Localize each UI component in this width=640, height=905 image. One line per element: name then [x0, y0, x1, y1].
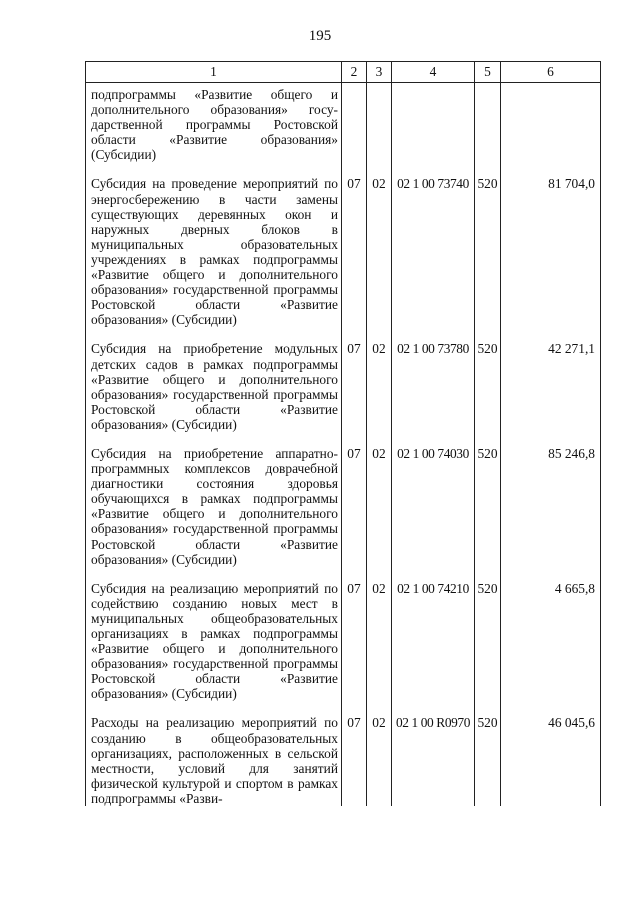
- row-amount: [501, 83, 601, 163]
- budget-table: [85, 61, 601, 806]
- row-expense-type: 520: [475, 341, 501, 432]
- row-subsection: [367, 83, 392, 163]
- table-row: [86, 581, 601, 702]
- row-expense-type: 520: [475, 176, 501, 327]
- row-subsection: 02: [367, 581, 392, 702]
- row-section: 07: [342, 715, 367, 806]
- row-name: Субсидия на приобретение аппаратно-программных комплексов доврачебной диагностики состояния здоровья обучающихся в рамках подпрограммы «Развитие общего и дополнительного образования» государственной программы Ростовской области «Развитие образования» (Субсидии): [86, 446, 342, 567]
- table-row: [86, 83, 601, 163]
- row-name: Расходы на реализацию мероприятий по созданию в общеобразовательных организациях, расположенных в сельской местности, условий для занятий физической культурой и спортом в рамках подпрограммы «Разви-: [86, 715, 342, 806]
- column-header-amount: 6: [501, 62, 601, 83]
- row-amount: 4 665,8: [501, 581, 601, 702]
- row-name: Субсидия на приобретение модульных детских садов в рамках подпрограммы «Развитие общего и дополнительного образования» государственной программы Ростовской области «Развитие образования» (Субсидии): [86, 341, 342, 432]
- row-expense-type: [475, 83, 501, 163]
- page-number: 195: [308, 28, 332, 44]
- row-section: 07: [342, 176, 367, 327]
- row-subsection: 02: [367, 715, 392, 806]
- row-subsection: 02: [367, 176, 392, 327]
- column-header-target-code: 4: [392, 62, 475, 83]
- row-subsection: 02: [367, 446, 392, 567]
- row-amount: 42 271,1: [501, 341, 601, 432]
- row-target-code: 02 1 00 R0970: [392, 715, 475, 806]
- row-name: Субсидия на реализацию мероприятий по содействию созданию новых мест в муниципальных общеобразовательных организациях в рамках подпрограммы «Развитие общего и дополнительного образования» государственной программы Ростовской области «Развитие образования» (Субсидии): [86, 581, 342, 702]
- row-target-code: 02 1 00 73780: [392, 341, 475, 432]
- row-target-code: 02 1 00 74210: [392, 581, 475, 702]
- row-section: 07: [342, 341, 367, 432]
- row-amount: 81 704,0: [501, 176, 601, 327]
- table-row: [86, 341, 601, 432]
- row-expense-type: 520: [475, 446, 501, 567]
- row-amount: 85 246,8: [501, 446, 601, 567]
- column-header-name: 1: [86, 62, 342, 83]
- row-section: 07: [342, 446, 367, 567]
- column-header-expense-type: 5: [475, 62, 501, 83]
- row-expense-type: 520: [475, 715, 501, 806]
- row-name: Субсидия на проведение мероприятий по энергосбережению в части замены существующих деревянных окон и наружных дверных блоков в муниципальных образовательных учреждениях в рамках подпрограммы «Развитие общего и дополнительного образования» государственной программы Ростовской области «Развитие образования» (Субсидии): [86, 176, 342, 327]
- row-expense-type: 520: [475, 581, 501, 702]
- row-target-code: [392, 83, 475, 163]
- row-target-code: 02 1 00 74030: [392, 446, 475, 567]
- row-subsection: 02: [367, 341, 392, 432]
- table-row: [86, 446, 601, 567]
- table-row: [86, 715, 601, 806]
- row-amount: 46 045,6: [501, 715, 601, 806]
- row-name: подпрограммы «Развитие общего и дополнительного образования» государственной программы Ростовской области «Развитие образования» (Субсидии): [86, 83, 342, 163]
- table-header-row: [86, 62, 601, 83]
- column-header-subsection: 3: [367, 62, 392, 83]
- table-row: [86, 176, 601, 327]
- row-section: 07: [342, 581, 367, 702]
- column-header-section: 2: [342, 62, 367, 83]
- row-target-code: 02 1 00 73740: [392, 176, 475, 327]
- row-section: [342, 83, 367, 163]
